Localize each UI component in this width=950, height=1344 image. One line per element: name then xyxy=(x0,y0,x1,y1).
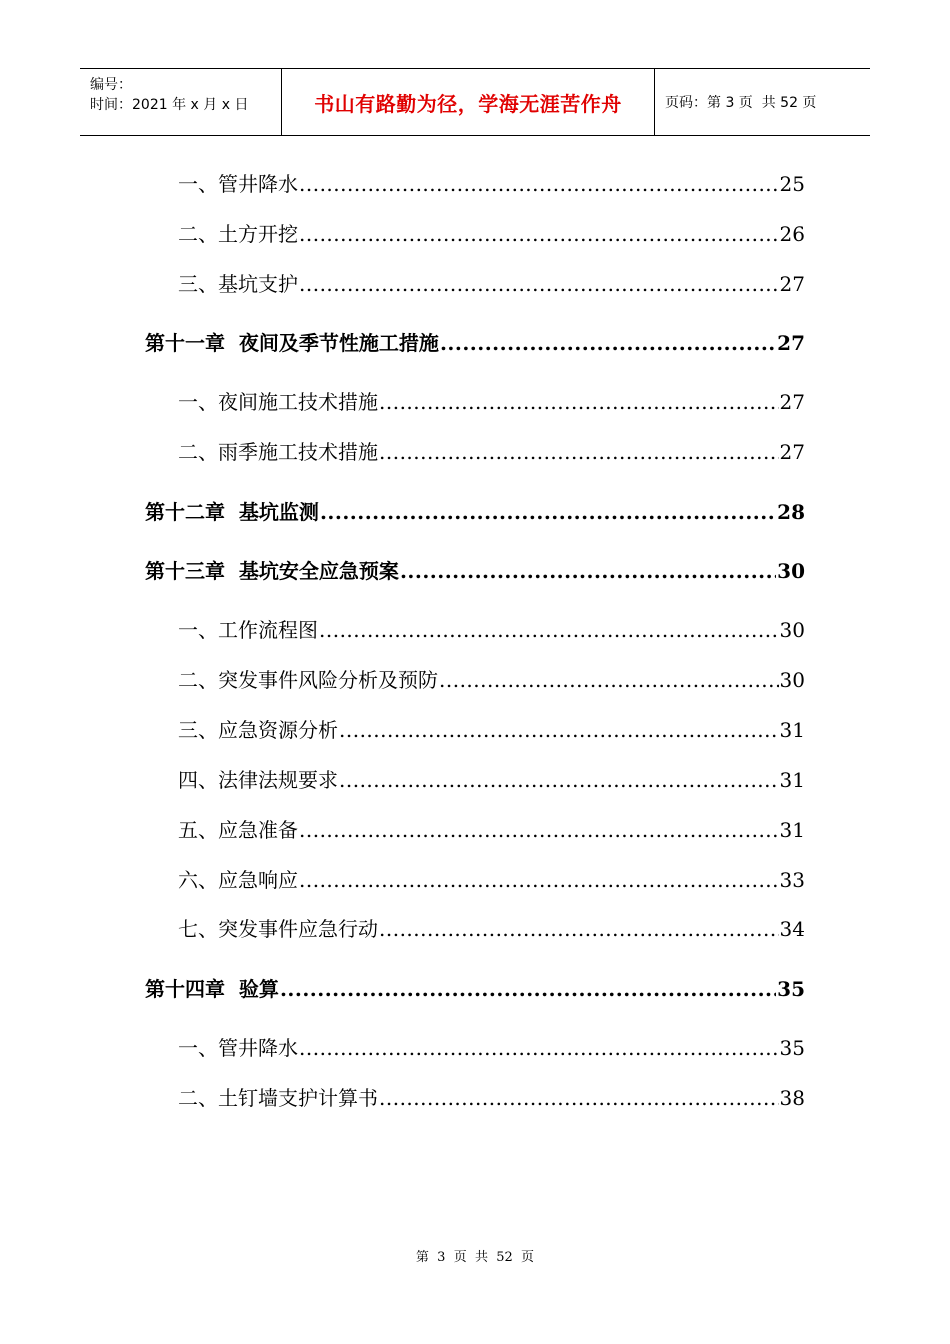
toc-entry-title: 六、应急响应 xyxy=(178,868,298,892)
toc-entry-title: 三、应急资源分析 xyxy=(178,718,338,742)
toc-entry-title: 二、突发事件风险分析及预防 xyxy=(178,668,438,692)
page-footer: 第 3 页 共 52 页 xyxy=(415,1250,535,1265)
toc-section-entry[interactable] xyxy=(178,1083,805,1113)
toc-section-entry[interactable] xyxy=(178,169,805,199)
toc-dot-leader xyxy=(379,914,779,944)
page-header xyxy=(80,68,870,136)
toc-entry-page-number: 30 xyxy=(779,668,805,692)
toc-section-entry[interactable] xyxy=(178,615,805,645)
toc-entry-title: 第十三章 基坑安全应急预案 xyxy=(145,559,399,583)
toc-section-entry[interactable] xyxy=(178,219,805,249)
toc-entry-page-number: 27 xyxy=(779,272,805,296)
toc-entry-title: 一、工作流程图 xyxy=(178,618,318,642)
toc-dot-leader xyxy=(339,715,779,745)
toc-entry-page-number: 34 xyxy=(779,917,805,941)
toc-dot-leader xyxy=(320,497,776,527)
toc-entry-page-number: 38 xyxy=(779,1086,805,1110)
toc-entry-page-number: 27 xyxy=(777,331,805,355)
toc-dot-leader xyxy=(439,665,779,695)
toc-chapter-entry[interactable] xyxy=(145,556,805,586)
toc-dot-leader xyxy=(400,556,776,586)
toc-entry-title: 一、夜间施工技术措施 xyxy=(178,390,378,414)
header-motto: 书山有路勤为径，学海无涯苦作舟 xyxy=(314,91,622,116)
toc-entry-page-number: 26 xyxy=(779,222,805,246)
toc-entry-page-number: 27 xyxy=(779,390,805,414)
toc-section-entry[interactable] xyxy=(178,815,805,845)
toc-entry-page-number: 27 xyxy=(779,440,805,464)
header-meta xyxy=(80,69,282,135)
toc-entry-title: 二、雨季施工技术措施 xyxy=(178,440,378,464)
toc-dot-leader xyxy=(379,1083,779,1113)
toc-entry-page-number: 30 xyxy=(777,559,805,583)
toc-dot-leader xyxy=(280,974,776,1004)
toc-dot-leader xyxy=(299,815,779,845)
header-number-label: 编号： xyxy=(90,77,132,93)
toc-section-entry[interactable] xyxy=(178,765,805,795)
toc-chapter-entry[interactable] xyxy=(145,328,805,358)
toc-dot-leader xyxy=(299,169,779,199)
toc-section-entry[interactable] xyxy=(178,665,805,695)
toc-section-entry[interactable] xyxy=(178,715,805,745)
toc-chapter-entry[interactable] xyxy=(145,974,805,1004)
toc-section-entry[interactable] xyxy=(178,865,805,895)
toc-dot-leader xyxy=(299,865,779,895)
toc-entry-title: 二、土方开挖 xyxy=(178,222,298,246)
toc-entry-title: 三、基坑支护 xyxy=(178,272,298,296)
toc-entry-title: 五、应急准备 xyxy=(178,818,298,842)
toc-entry-title: 第十二章 基坑监测 xyxy=(145,500,319,524)
toc-entry-title: 一、管井降水 xyxy=(178,1036,298,1060)
header-motto-cell xyxy=(282,69,655,135)
toc-section-entry[interactable] xyxy=(178,387,805,417)
toc-section-entry[interactable] xyxy=(178,269,805,299)
toc-section-entry[interactable] xyxy=(178,437,805,467)
toc-entry-title: 四、法律法规要求 xyxy=(178,768,338,792)
toc-entry-page-number: 30 xyxy=(779,618,805,642)
toc-dot-leader xyxy=(299,219,779,249)
toc-dot-leader xyxy=(440,328,776,358)
toc-dot-leader xyxy=(299,269,779,299)
toc-entry-page-number: 31 xyxy=(779,818,805,842)
toc-dot-leader xyxy=(379,437,779,467)
toc-entry-title: 二、土钉墙支护计算书 xyxy=(178,1086,378,1110)
toc-entry-page-number: 33 xyxy=(779,868,805,892)
toc-section-entry[interactable] xyxy=(178,914,805,944)
toc-entry-page-number: 35 xyxy=(779,1036,805,1060)
toc-entry-page-number: 25 xyxy=(779,172,805,196)
toc-dot-leader xyxy=(379,387,779,417)
toc-entry-title: 七、突发事件应急行动 xyxy=(178,917,378,941)
toc-dot-leader xyxy=(299,1033,779,1063)
header-page-info: 页码：第 3 页 共 52 页 xyxy=(665,95,817,111)
toc-entry-page-number: 35 xyxy=(777,977,805,1001)
toc-entry-page-number: 31 xyxy=(779,718,805,742)
toc-entry-page-number: 31 xyxy=(779,768,805,792)
toc-entry-title: 第十四章 验算 xyxy=(145,977,279,1001)
toc-entry-title: 一、管井降水 xyxy=(178,172,298,196)
toc-chapter-entry[interactable] xyxy=(145,497,805,527)
toc-dot-leader xyxy=(339,765,779,795)
header-date-label: 时间：2021 年 x 月 x 日 xyxy=(90,97,249,113)
toc-entry-page-number: 28 xyxy=(777,500,805,524)
toc-dot-leader xyxy=(319,615,779,645)
toc-section-entry[interactable] xyxy=(178,1033,805,1063)
toc-entry-title: 第十一章 夜间及季节性施工措施 xyxy=(145,331,439,355)
